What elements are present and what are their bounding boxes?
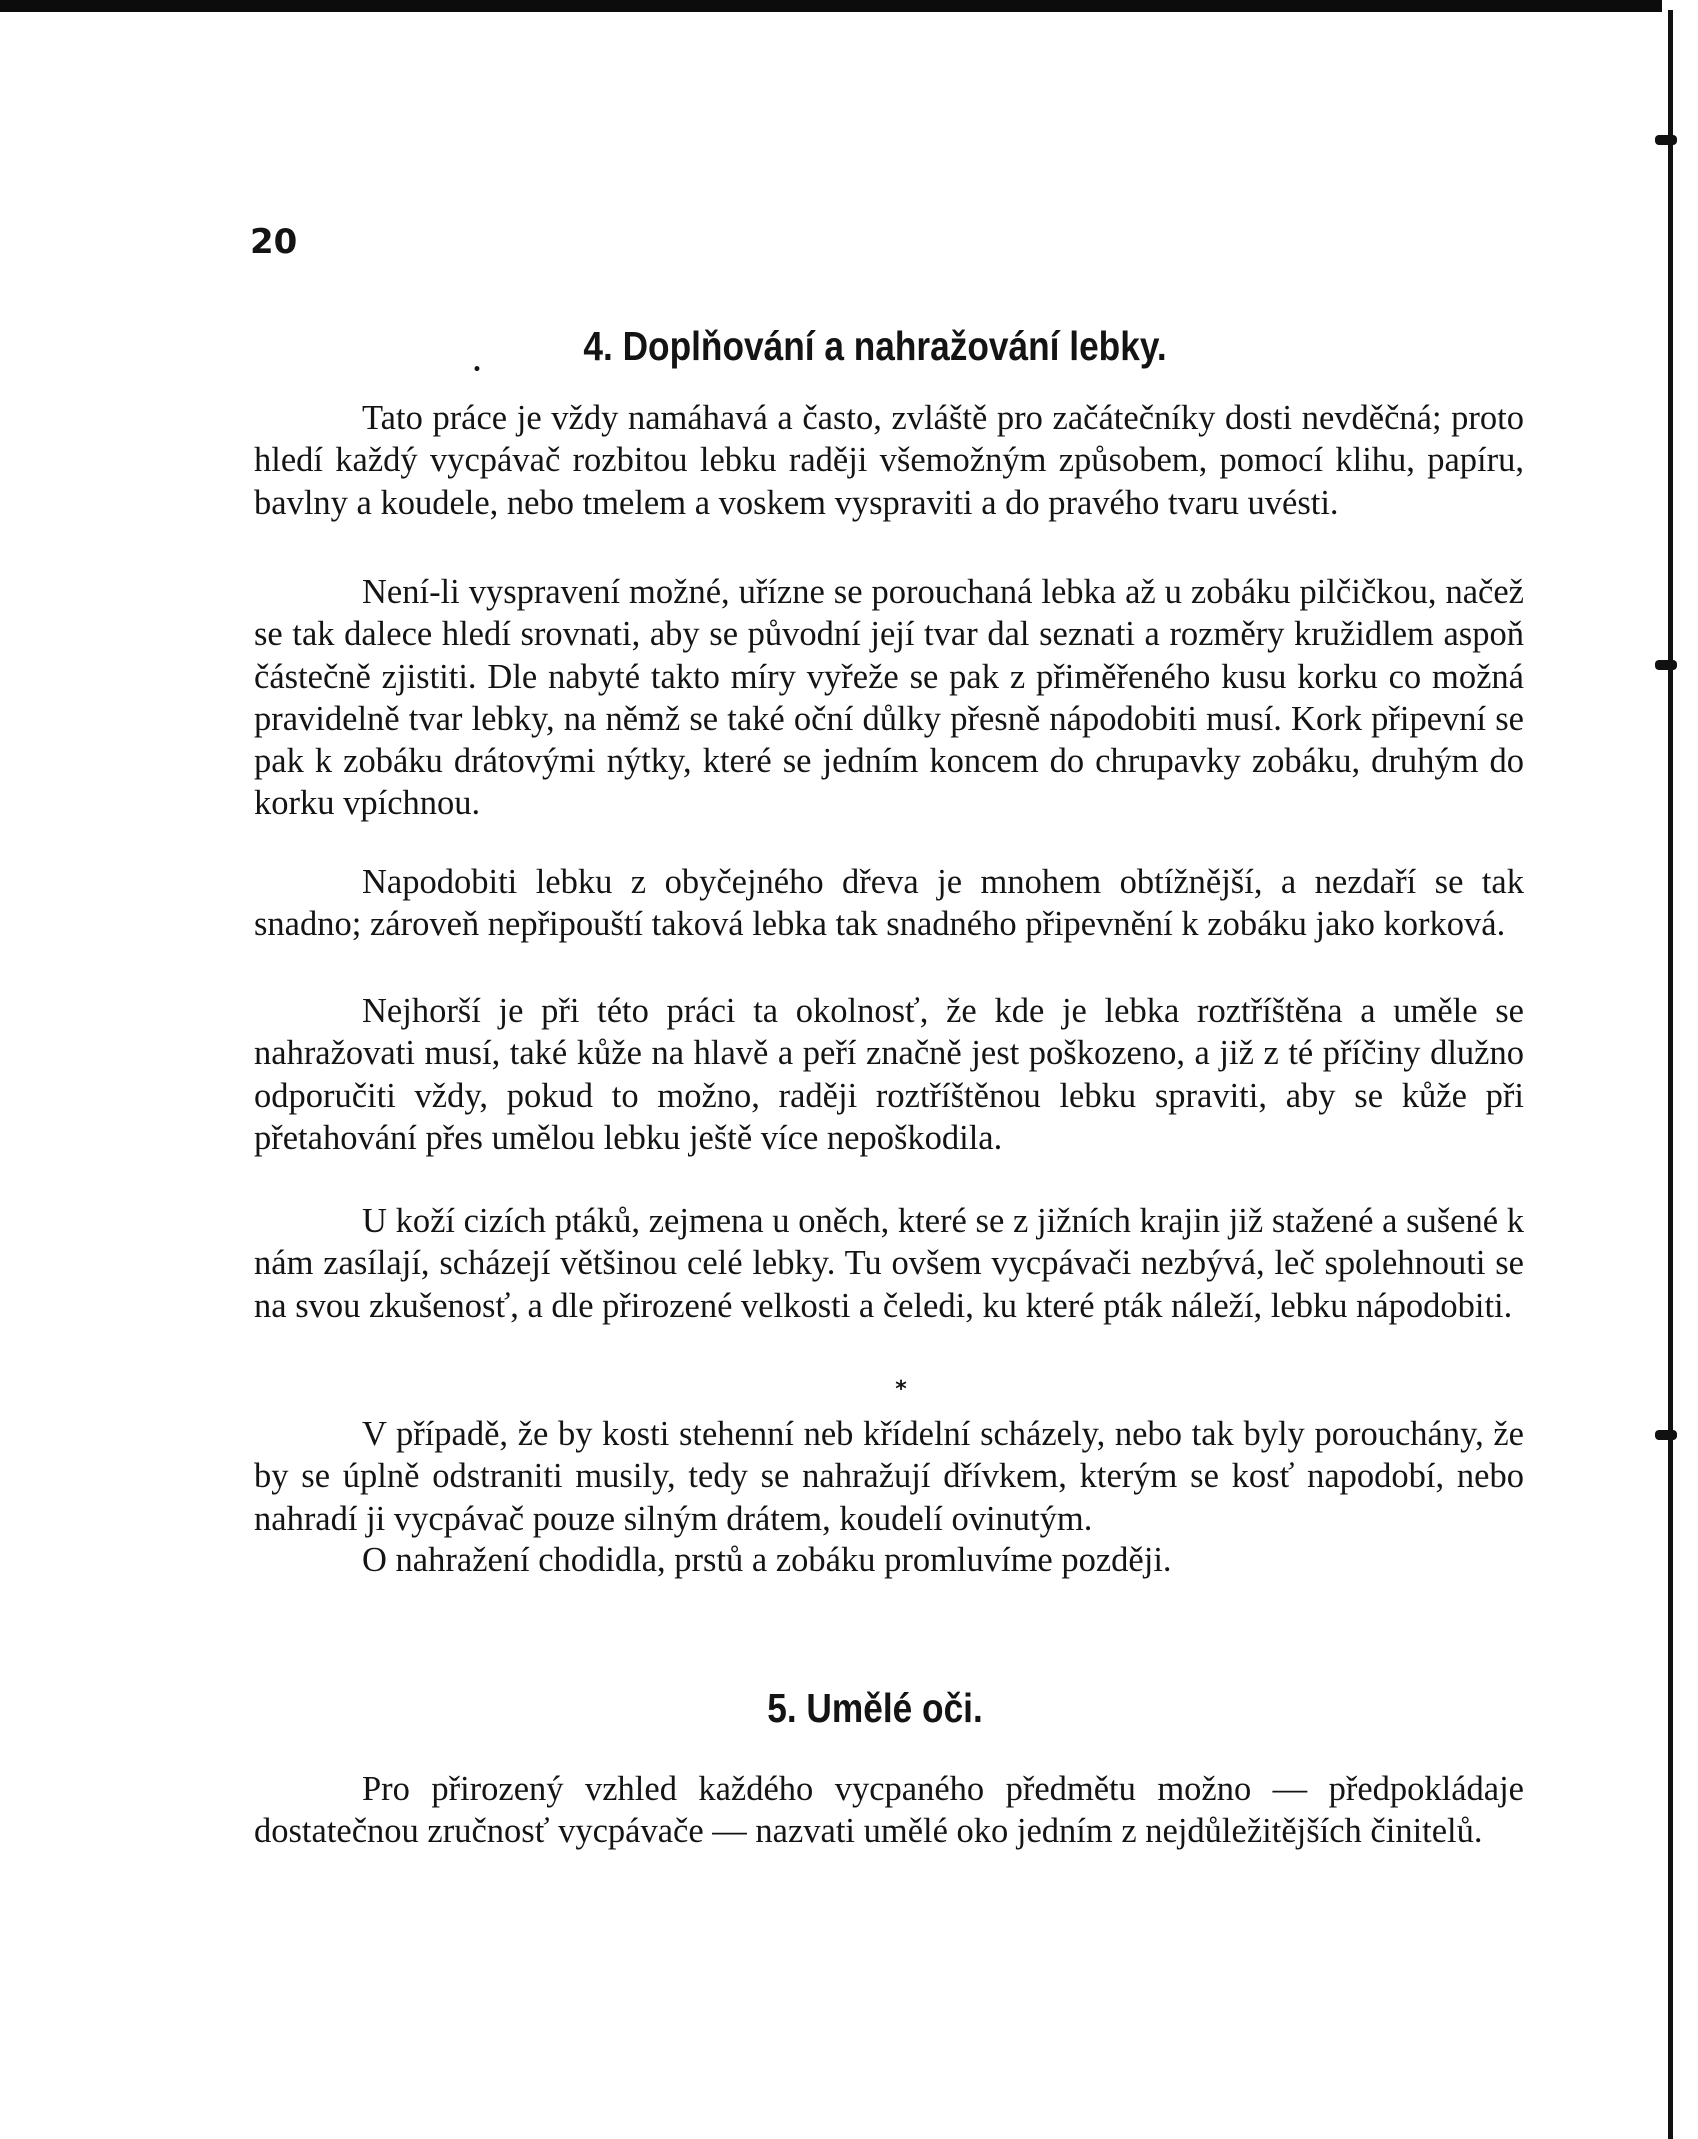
scan-edge-mark (1655, 1430, 1677, 1440)
section-divider: * (895, 1377, 907, 1402)
paragraph: Není-li vyspravení možné, uřízne se porouchaná lebka až u zobáku pilčičkou, načež se tak dalece hledí srovnati, aby se původní její tvar dal seznati a rozměry kružidlem aspoň částečně zjistiti. Dle nabyté takto míry vyřeže se pak z přiměřeného kusu korku co možná pravidelně tvar lebky, na němž se také oční důlky přesně nápodobiti musí. Kork připevní se pak k zobáku drátovými nýtky, které se jedním koncem do chrupavky zobáku, druhým do korku vpíchnou. (254, 573, 1524, 823)
paragraph: Pro přirozený vzhled každého vycpaného předmětu možno — předpokládaje dostatečnou zručnosť vycpávače — nazvati umělé oko jedním z nejdůležitějších činitelů. (254, 1770, 1524, 1851)
section-heading-4: 4. Doplňování a nahražování lebky. (583, 323, 1167, 369)
small-dot-mark: • (472, 362, 482, 378)
scan-right-rule (1668, 10, 1673, 2139)
paragraph: O nahražení chodidla, prstů a zobáku promluvíme později. (362, 1541, 1172, 1579)
paragraph: U koží cizích ptáků, zejmena u oněch, které se z jižních krajin již stažené a sušené k nám zasílají, scházejí většinou celé lebky. Tu ovšem vycpávači nezbývá, leč spolehnouti se na svou zkušenosť, a dle přirozené velkosti a čeledi, ku které pták náleží, lebku nápodobiti. (254, 1202, 1524, 1325)
section-heading-5: 5. Umělé oči. (767, 1685, 983, 1731)
scan-edge-mark (1655, 135, 1677, 145)
page-number: 20 (250, 222, 298, 262)
paragraph: V případě, že by kosti stehenní neb křídelní scházely, nebo tak byly porouchány, že by se úplně odstraniti musily, tedy se nahražují dřívkem, kterým se kosť napodobí, nebo nahradí ji vycpávač pouze silným drátem, koudelí ovinutým. (254, 1415, 1524, 1538)
scan-top-border (0, 0, 1698, 12)
paragraph: Nejhorší je při této práci ta okolnosť, že kde je lebka roztříštěna a uměle se nahražovati musí, také kůže na hlavě a peří značně jest poškozeno, a již z té příčiny dlužno odporučiti vždy, pokud to možno, raději roztříštěnou lebku spraviti, aby se kůže při přetahování přes umělou lebku ještě více nepoškodila. (254, 992, 1524, 1157)
scan-edge-mark (1655, 660, 1677, 670)
paragraph: Napodobiti lebku z obyčejného dřeva je mnohem obtížnější, a nezdaří se tak snadno; zároveň nepřipouští taková lebka tak snadného připevnění k zobáku jako korková. (254, 863, 1524, 944)
paragraph: Tato práce je vždy namáhavá a často, zvláště pro začátečníky dosti nevděčná; proto hledí každý vycpávač rozbitou lebku raději všemožným způsobem, pomocí klihu, papíru, bavlny a koudele, nebo tmelem a voskem vyspraviti a do pravého tvaru uvésti. (254, 399, 1524, 522)
